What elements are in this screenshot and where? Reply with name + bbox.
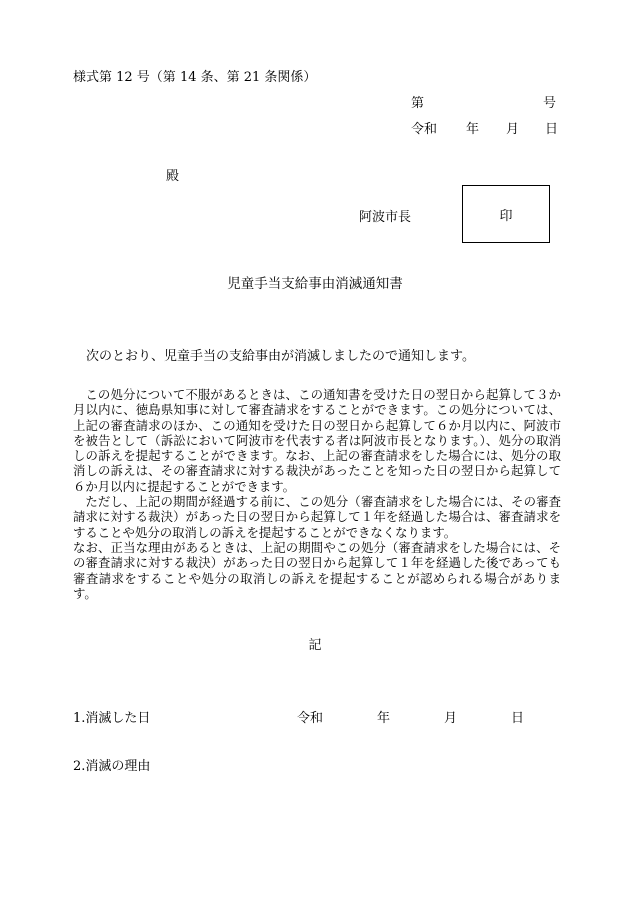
issuer-name: 阿波市長 bbox=[359, 210, 412, 225]
number-prefix: 第 bbox=[411, 96, 425, 111]
item1-month: 月 bbox=[444, 711, 458, 726]
notice-paragraph-1: この処分について不服があるときは、この通知書を受けた日の翌日から起算して３か月以内に、徳島県知事に対して審査請求をすることができます。この処分については、上記の審査請求のほか、この通知を受けた日の翌日から起算して６か月以内に、阿波市を被告として（訴訟において阿波市を代表する者は阿波市長となります。）、処分の取消しの訴えを提起することができます。なお、上記の審査請求をした場合には、処分の取消しの訴えは、その審査請求に対する裁決があったことを知った日の翌日から起算して６か月以内に提起することができます。 bbox=[73, 387, 561, 494]
seal-box bbox=[462, 185, 550, 243]
lead-sentence: 次のとおり、児童手当の支給事由が消滅しましたので通知します。 bbox=[86, 349, 475, 364]
item1-label: 1.消滅した日 bbox=[73, 711, 151, 726]
addressee-honorific: 殿 bbox=[166, 169, 180, 184]
ki-heading: 記 bbox=[308, 638, 322, 653]
notice-paragraph-2: ただし、上記の期間が経過する前に、この処分（審査請求をした場合には、その審査請求に対する裁決）があった日の翌日から起算して１年を経過した場合は、審査請求をすることや処分の取消しの訴えを提起することができなくなります。 bbox=[73, 494, 561, 540]
item1-era: 令和 bbox=[297, 711, 324, 726]
item2-label: 2.消滅の理由 bbox=[73, 759, 151, 774]
number-suffix: 号 bbox=[543, 96, 557, 111]
issue-date-day: 日 bbox=[545, 122, 559, 137]
notice-body bbox=[73, 387, 561, 601]
item1-year: 年 bbox=[377, 711, 391, 726]
item1-day: 日 bbox=[511, 711, 525, 726]
seal-label: 印 bbox=[499, 208, 513, 224]
document-title: 児童手当支給事由消滅通知書 bbox=[227, 276, 403, 292]
form-number: 様式第 12 号（第 14 条、第 21 条関係） bbox=[73, 70, 317, 85]
notice-paragraph-3: なお、正当な理由があるときは、上記の期間やこの処分（審査請求をした場合には、その審査請求に対する裁決）があった日の翌日から起算して１年を経過した後であっても審査請求をすることや処分の取消しの訴えを提起することが認められる場合があります。 bbox=[73, 539, 561, 601]
issue-date-era: 令和 bbox=[411, 122, 438, 137]
issue-date-month: 月 bbox=[506, 122, 520, 137]
issue-date-year: 年 bbox=[466, 122, 480, 137]
